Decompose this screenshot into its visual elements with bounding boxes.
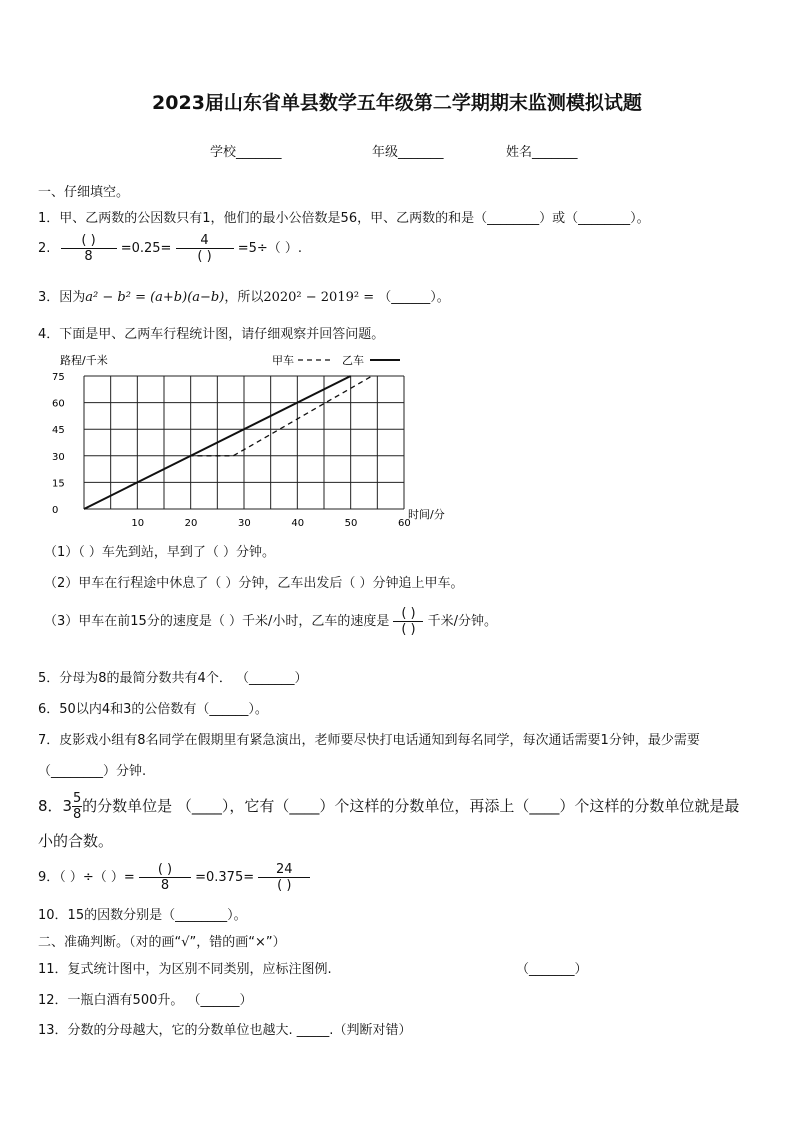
section-2-heading: 二、准确判断。（对的画“√”，错的画“×”）: [38, 935, 286, 950]
question-2-label: 2.: [38, 241, 51, 256]
fraction-numerator: ( ): [393, 606, 423, 622]
question-9-label: 9．（ ）÷（ ）=: [38, 870, 135, 885]
fraction-denominator: ( ): [401, 622, 416, 637]
question-11-blank: （_______）: [516, 962, 588, 977]
chart-grid: [84, 376, 404, 509]
mixed-number-fraction: [72, 791, 82, 822]
question-1: 1．甲、乙两数的公因数只有1，他们的最小公倍数是56，甲、乙两数的和是（________）或（________）。: [38, 211, 650, 226]
chart-lines: [84, 376, 372, 509]
fraction-numerator: ( ): [139, 862, 191, 878]
question-12: 12．一瓶白酒有500升。 （______）: [38, 993, 253, 1008]
series-line-jia: [84, 376, 372, 509]
question-4-sub-3-text: （3）甲车在前15分的速度是（ ）千米/小时，乙车的速度是: [44, 614, 390, 629]
question-4-sub-1: （1）（ ）车先到站，早到了（ ）分钟。: [44, 545, 276, 560]
x-tick-label: 60: [398, 518, 411, 529]
question-8-text: 的分数单位是 （____），它有（____）个这样的分数单位，再添上（____）个这样的分数单位就是最: [82, 797, 740, 815]
x-tick-label: 50: [344, 518, 358, 529]
question-8-label: 8．: [38, 797, 63, 815]
question-3-tail: （______）。: [378, 290, 450, 305]
fraction-denominator: ( ): [277, 878, 292, 893]
question-2-fraction-2: [176, 233, 234, 264]
fraction-numerator: 24: [258, 862, 310, 878]
section-1-heading: 一、仔细填空。: [38, 185, 130, 200]
name-field: 姓名_______: [506, 145, 578, 160]
question-4: 4．下面是甲、乙两车行程统计图，请仔细观察并回答问题。: [38, 327, 385, 342]
fraction-numerator: 5: [72, 791, 82, 806]
x-tick-label: 20: [184, 518, 198, 529]
y-axis-label: 路程/千米: [60, 354, 108, 367]
question-3-middle: ，所以: [224, 290, 264, 305]
question-3: [38, 286, 450, 305]
question-4-sub-3-fraction: [393, 606, 423, 637]
x-axis-label: 时间/分: [408, 508, 445, 521]
question-9-fraction-1: [139, 862, 191, 893]
question-6: 6．50以内4和3的公倍数有（______）。: [38, 702, 268, 717]
y-tick-label: 0: [52, 505, 59, 516]
question-3-prefix: 3．因为: [38, 290, 86, 305]
question-8-line-2: 小的合数。: [38, 832, 114, 850]
fraction-denominator: ( ): [197, 249, 212, 264]
mixed-number-whole: 3: [62, 797, 73, 815]
question-2-fraction-1: [61, 233, 117, 264]
y-tick-label: 15: [52, 478, 65, 490]
question-5: 5．分母为8的最简分数共有4个． （_______）: [38, 671, 308, 686]
fraction-numerator: ( ): [61, 233, 117, 249]
y-tick-label: 30: [52, 451, 65, 463]
chart-ticks: [52, 372, 411, 529]
question-4-sub-3-tail: 千米/分钟。: [427, 614, 497, 629]
question-7-line-2: （________）分钟.: [38, 764, 147, 779]
fraction-denominator: 8: [160, 878, 170, 893]
question-7-line-1: 7．皮影戏小组有8名同学在假期里有紧急演出，老师要尽快打电话通知到每名同学，每次通话需要1分钟，最少需要: [38, 733, 700, 748]
x-tick-label: 10: [131, 518, 145, 529]
chart-legend: [272, 354, 400, 367]
question-3-formula-2: 2020² − 2019² =: [263, 290, 375, 305]
page-title: 2023届山东省单县数学五年级第二学期期末监测模拟试题: [152, 92, 642, 114]
question-13: 13．分数的分母越大，它的分数单位也越大. _____.（判断对错）: [38, 1023, 412, 1038]
question-8: [38, 791, 739, 822]
legend-label-jia: 甲车: [272, 354, 294, 367]
school-field: 学校_______: [210, 145, 282, 160]
fraction-denominator: 8: [72, 807, 82, 822]
question-10: 10．15的因数分别是（________）。: [38, 908, 247, 923]
fraction-numerator: 4: [176, 233, 234, 249]
y-tick-label: 45: [52, 425, 65, 437]
travel-chart: [40, 350, 460, 535]
x-tick-label: 40: [291, 518, 305, 529]
question-9: [38, 862, 310, 893]
grade-field: 年级_______: [372, 145, 444, 160]
question-2: [38, 233, 302, 264]
question-11: 11．复式统计图中，为区别不同类别，应标注图例.: [38, 962, 332, 977]
question-9-fraction-2: [258, 862, 310, 893]
x-tick-label: 30: [238, 518, 251, 529]
question-2-middle: =0.25=: [120, 241, 172, 256]
y-tick-label: 75: [52, 372, 65, 383]
question-3-formula: a² − b² = (a+b)(a−b): [85, 290, 225, 305]
question-4-sub-2: （2）甲车在行程途中休息了（ ）分钟，乙车出发后（ ）分钟追上甲车。: [44, 576, 464, 591]
fraction-denominator: 8: [84, 249, 93, 264]
question-2-tail: =5÷（ ）.: [237, 241, 303, 256]
question-4-sub-3: [44, 606, 497, 637]
legend-label-yi: 乙车: [342, 354, 364, 367]
question-9-middle: =0.375=: [195, 870, 255, 885]
y-tick-label: 60: [52, 398, 65, 410]
